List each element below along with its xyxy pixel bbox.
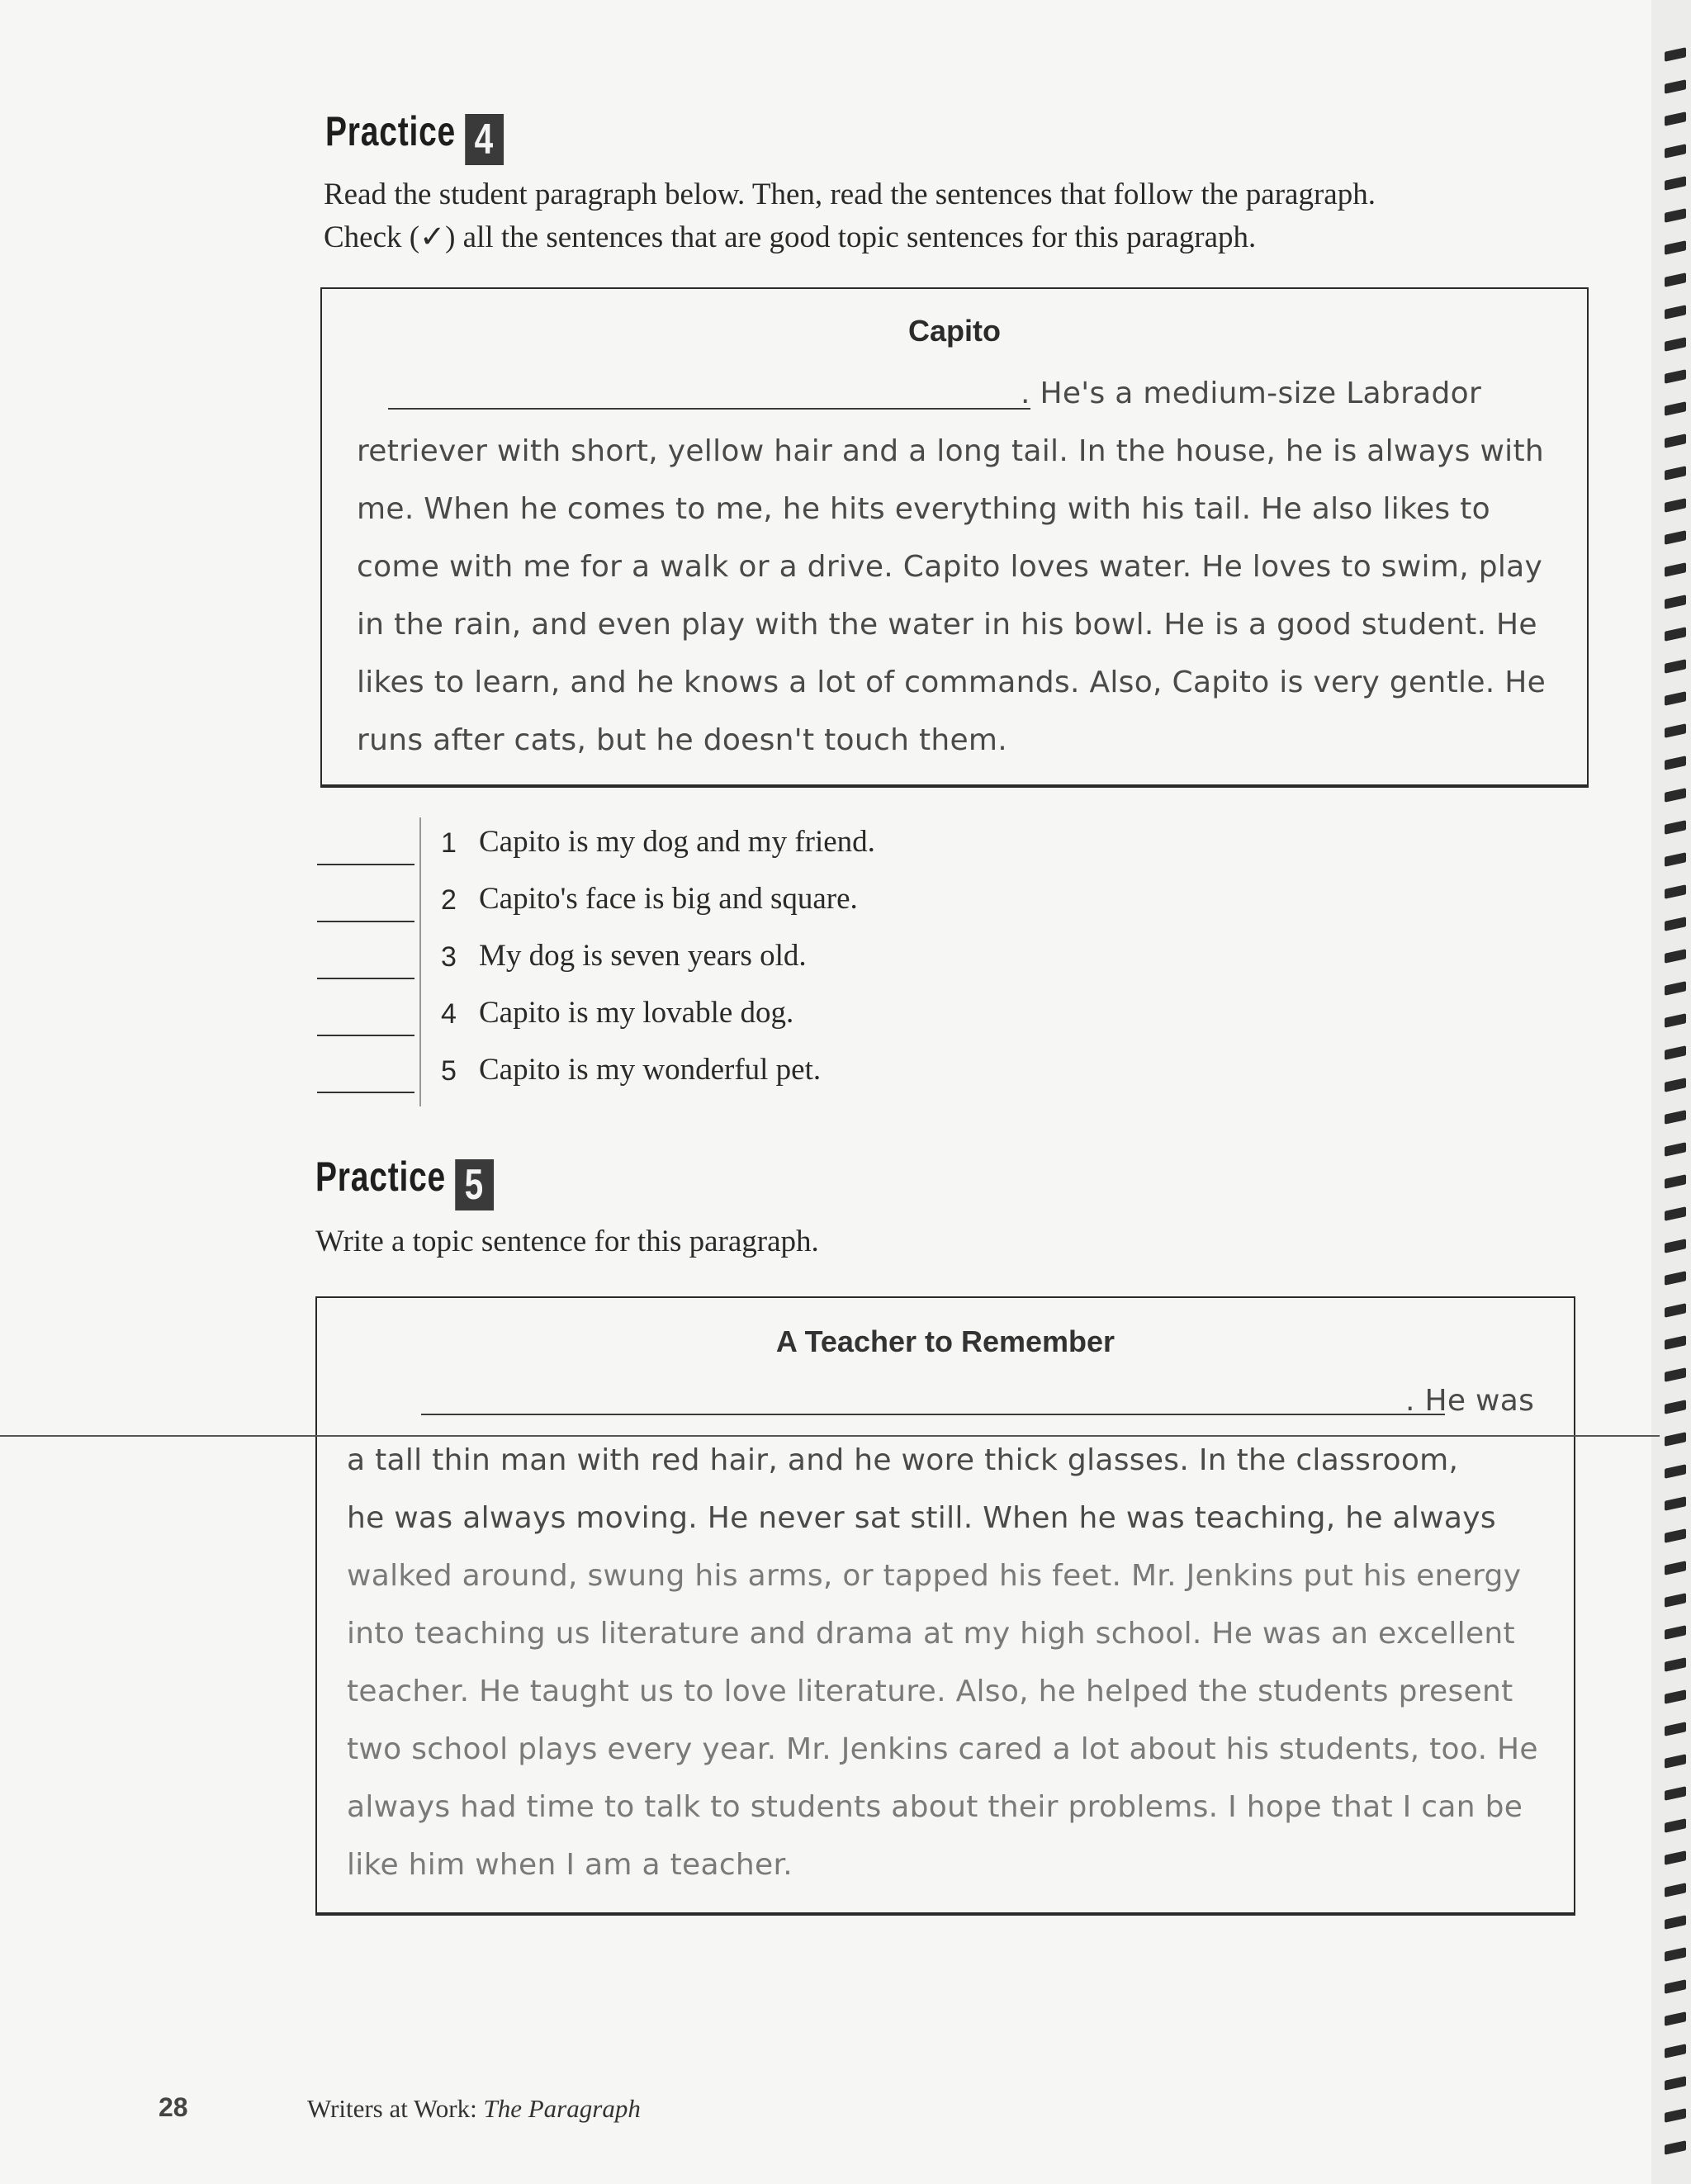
binding-mark: [1665, 884, 1686, 899]
teacher-line-3: he was always moving. He never sat still. When he was teaching, he always: [347, 1501, 1496, 1535]
binding-mark: [1665, 1271, 1686, 1286]
binding-mark: [1665, 272, 1686, 287]
option-3-check-blank[interactable]: [317, 978, 414, 979]
capito-line-3: me. When he comes to me, he hits everything with his tail. He also likes to: [357, 492, 1490, 526]
scan-artifact-line: [0, 1435, 1660, 1437]
binding-mark: [1665, 1239, 1686, 1253]
teacher-line-4: walked around, swung his arms, or tapped his feet. Mr. Jenkins put his energy: [347, 1559, 1522, 1593]
binding-mark: [1665, 1850, 1686, 1865]
binding-mark: [1665, 1045, 1686, 1060]
teacher-line-5: into teaching us literature and drama at my high school. He was an excellent: [347, 1617, 1515, 1651]
option-divider-line: [419, 817, 421, 1106]
binding-mark: [1665, 2044, 1686, 2058]
book-title: Writers at Work:: [307, 2094, 484, 2123]
binding-mark: [1665, 1754, 1686, 1769]
binding-mark: [1665, 1561, 1686, 1575]
option-2-text: Capito's face is big and square.: [479, 882, 858, 916]
teacher-line-6: teacher. He taught us to love literature. Also, he helped the students present: [347, 1675, 1513, 1708]
capito-line-4: come with me for a walk or a drive. Capito loves water. He loves to swim, play: [357, 550, 1543, 584]
binding-mark: [1665, 1947, 1686, 1962]
teacher-line-8: always had time to talk to students about their problems. I hope that I can be: [347, 1790, 1523, 1824]
practice-5-label: Practice: [315, 1154, 447, 1200]
binding-mark: [1665, 1722, 1686, 1736]
option-3-number: 3: [441, 941, 457, 973]
capito-title: Capito: [908, 314, 1001, 348]
practice-4-instruction-line-2: Check (✓) all the sentences that are good topic sentences for this paragraph.: [324, 220, 1257, 254]
teacher-line-1: . He was: [1405, 1384, 1535, 1418]
practice-4-label: Practice: [325, 108, 457, 154]
binding-mark: [1665, 1335, 1686, 1350]
practice-4-heading: [325, 107, 504, 165]
binding-mark: [1665, 144, 1686, 159]
binding-mark: [1665, 852, 1686, 867]
binding-mark: [1665, 47, 1686, 62]
binding-mark: [1665, 627, 1686, 642]
capito-line-7: runs after cats, but he doesn't touch them.: [357, 723, 1008, 757]
practice-5-instructions: Write a topic sentence for this paragraph.: [315, 1225, 819, 1258]
binding-mark: [1665, 562, 1686, 577]
teacher-line-9: like him when I am a teacher.: [347, 1848, 793, 1882]
binding-mark: [1665, 176, 1686, 191]
option-1-check-blank[interactable]: [317, 864, 414, 865]
binding-mark: [1665, 917, 1686, 931]
capito-paragraph-box: [320, 287, 1589, 788]
practice-4-number-badge: 4: [465, 114, 504, 165]
option-3-text: My dog is seven years old.: [479, 939, 807, 973]
binding-mark: [1665, 466, 1686, 481]
binding-mark: [1665, 595, 1686, 609]
binding-mark: [1665, 981, 1686, 996]
binding-mark: [1665, 401, 1686, 416]
practice-5-number-badge: 5: [455, 1159, 494, 1210]
binding-mark: [1665, 1206, 1686, 1221]
binding-mark: [1665, 820, 1686, 835]
option-2-check-blank[interactable]: [317, 921, 414, 922]
binding-mark: [1665, 1367, 1686, 1382]
practice-4-instructions: [324, 173, 1376, 259]
binding-mark: [1665, 2076, 1686, 2091]
teacher-line-2: a tall thin man with red hair, and he wore thick glasses. In the classroom,: [347, 1443, 1459, 1477]
binding-mark: [1665, 498, 1686, 513]
binding-mark: [1665, 1078, 1686, 1092]
binding-mark: [1665, 1496, 1686, 1511]
binding-mark: [1665, 369, 1686, 384]
option-5-check-blank[interactable]: [317, 1092, 414, 1093]
capito-line-5: in the rain, and even play with the water in his bowl. He is a good student. He: [357, 608, 1537, 642]
binding-mark: [1665, 1689, 1686, 1704]
binding-mark: [1665, 1013, 1686, 1028]
binding-mark: [1665, 1625, 1686, 1640]
binding-mark: [1665, 2140, 1686, 2155]
capito-line-2: retriever with short, yellow hair and a long tail. In the house, he is always with: [357, 434, 1545, 468]
binding-mark: [1665, 1174, 1686, 1189]
binding-mark: [1665, 1432, 1686, 1447]
option-1-text: Capito is my dog and my friend.: [479, 825, 875, 859]
binding-mark: [1665, 691, 1686, 706]
binding-mark: [1665, 1464, 1686, 1479]
option-5-number: 5: [441, 1055, 457, 1087]
practice-4-instruction-line-1: Read the student paragraph below. Then, read the sentences that follow the paragraph.: [324, 178, 1376, 211]
book-subtitle: The Paragraph: [483, 2094, 641, 2123]
option-1-number: 1: [441, 827, 457, 859]
binding-mark: [1665, 723, 1686, 738]
option-2-number: 2: [441, 884, 457, 916]
practice-5-heading: [315, 1153, 494, 1210]
binding-mark: [1665, 1303, 1686, 1318]
teacher-topic-sentence-blank[interactable]: [421, 1414, 1445, 1415]
binding-mark: [1665, 1883, 1686, 1897]
binding-mark: [1665, 1528, 1686, 1543]
binding-mark: [1665, 208, 1686, 223]
option-4-check-blank[interactable]: [317, 1035, 414, 1036]
binding-mark: [1665, 530, 1686, 545]
page-number: 28: [159, 2092, 188, 2122]
binding-mark: [1665, 788, 1686, 803]
binding-mark: [1665, 949, 1686, 964]
binding-mark: [1665, 1818, 1686, 1833]
spiral-binding: [1651, 0, 1691, 2184]
binding-mark: [1665, 305, 1686, 320]
binding-mark: [1665, 1979, 1686, 1994]
binding-mark: [1665, 1142, 1686, 1157]
binding-mark: [1665, 240, 1686, 255]
option-4-text: Capito is my lovable dog.: [479, 996, 794, 1030]
capito-line-1: . He's a medium-size Labrador: [1021, 377, 1482, 410]
teacher-line-7: two school plays every year. Mr. Jenkins cared a lot about his students, too. He: [347, 1732, 1538, 1766]
binding-mark: [1665, 1786, 1686, 1801]
teacher-title: A Teacher to Remember: [775, 1324, 1115, 1358]
binding-mark: [1665, 111, 1686, 126]
binding-mark: [1665, 1593, 1686, 1608]
binding-mark: [1665, 2011, 1686, 2026]
binding-mark: [1665, 2108, 1686, 2123]
option-4-number: 4: [441, 998, 457, 1030]
binding-mark: [1665, 756, 1686, 770]
option-5-text: Capito is my wonderful pet.: [479, 1053, 822, 1087]
capito-topic-sentence-blank[interactable]: [388, 408, 1030, 410]
binding-mark: [1665, 1915, 1686, 1930]
binding-mark: [1665, 1657, 1686, 1672]
teacher-paragraph-box: [315, 1296, 1575, 1916]
capito-line-6: likes to learn, and he knows a lot of commands. Also, Capito is very gentle. He: [357, 666, 1547, 699]
binding-mark: [1665, 1400, 1686, 1414]
book-footer: [307, 2094, 641, 2124]
binding-mark: [1665, 659, 1686, 674]
binding-mark: [1665, 1110, 1686, 1125]
binding-mark: [1665, 433, 1686, 448]
binding-mark: [1665, 79, 1686, 94]
binding-mark: [1665, 337, 1686, 352]
